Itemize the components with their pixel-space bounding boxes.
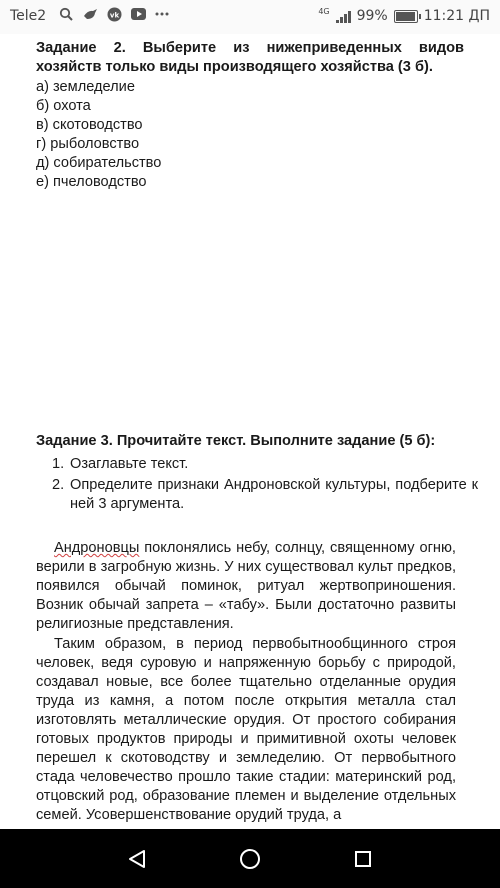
recents-square-icon xyxy=(353,849,373,869)
task2-title: Задание 2. Выберите из нижеприведенных видов хозяйств только виды производящего хозяйства (3 б). xyxy=(36,40,464,75)
svg-text:vk: vk xyxy=(109,11,119,19)
task2-option: е) пчеловодство xyxy=(36,174,147,190)
signal-icon xyxy=(336,10,351,23)
recents-button[interactable] xyxy=(346,842,380,876)
network-type: 4G xyxy=(318,6,330,16)
document-view[interactable] xyxy=(0,34,500,829)
back-triangle-icon xyxy=(126,848,148,870)
task3-item-number: 2. xyxy=(52,477,65,493)
misspelled-word: Андроновцы xyxy=(54,540,140,556)
clock: 11:21 ДП xyxy=(423,8,490,24)
text-paragraph-2: Таким образом, в период первобытнообщинного строя человек, ведя суровую и напряженную борьбу с природой, создавал новые, все более тщательно отделанные орудия труда из камня, а потом после открытия металла стал изготовлять металлические орудия. От простого собирания готовых продуктов природы и примитивной охоты человек перешел к скотоводству и земледелию. От первобытного стада человечество прошло такие стадии: материнский род, отцовский род, образование племен и выделение отдельных семей. Усовершенствование орудий труда, а xyxy=(36,636,456,823)
bird-app-icon xyxy=(82,6,98,22)
home-button[interactable] xyxy=(233,842,267,876)
task2-option: в) скотоводство xyxy=(36,117,143,133)
task2-option: д) собирательство xyxy=(36,155,162,171)
back-button[interactable] xyxy=(120,842,154,876)
youtube-icon xyxy=(130,6,146,22)
navigation-bar xyxy=(0,829,500,888)
text-paragraph-1 xyxy=(36,539,456,634)
task2-option: г) рыболовство xyxy=(36,136,140,152)
status-bar xyxy=(0,0,500,34)
task3-title: Задание 3. Прочитайте текст. Выполните задание (5 б): xyxy=(36,433,436,449)
task3-item-text: Озаглавьте текст. xyxy=(70,456,189,472)
more-notifications-icon xyxy=(154,6,170,22)
paragraph-text: поклонялись небу, солнцу, священному огню, верили в загробную жизнь. У них существовал культ предков, появился обычай поминок, ритуал жертвоприношения. Возник обычай запрета – «табу». Были достаточно развиты религиозные представления. xyxy=(36,540,456,632)
task2-option: а) земледелие xyxy=(36,79,135,95)
task3-item-number: 1. xyxy=(52,456,65,472)
vk-icon xyxy=(106,6,122,22)
battery-fill xyxy=(396,12,415,21)
task2-option: б) охота xyxy=(36,98,91,114)
battery-icon xyxy=(394,10,418,23)
notification-icons xyxy=(58,6,170,22)
system-indicators xyxy=(318,8,490,24)
battery-percent: 99% xyxy=(356,8,388,24)
search-icon xyxy=(58,6,74,22)
carrier-name: Tele2 xyxy=(10,8,47,24)
home-circle-icon xyxy=(238,847,262,871)
task3-item-text: Определите признаки Андроновской культуры, подберите к ней 3 аргумента. xyxy=(70,477,478,512)
